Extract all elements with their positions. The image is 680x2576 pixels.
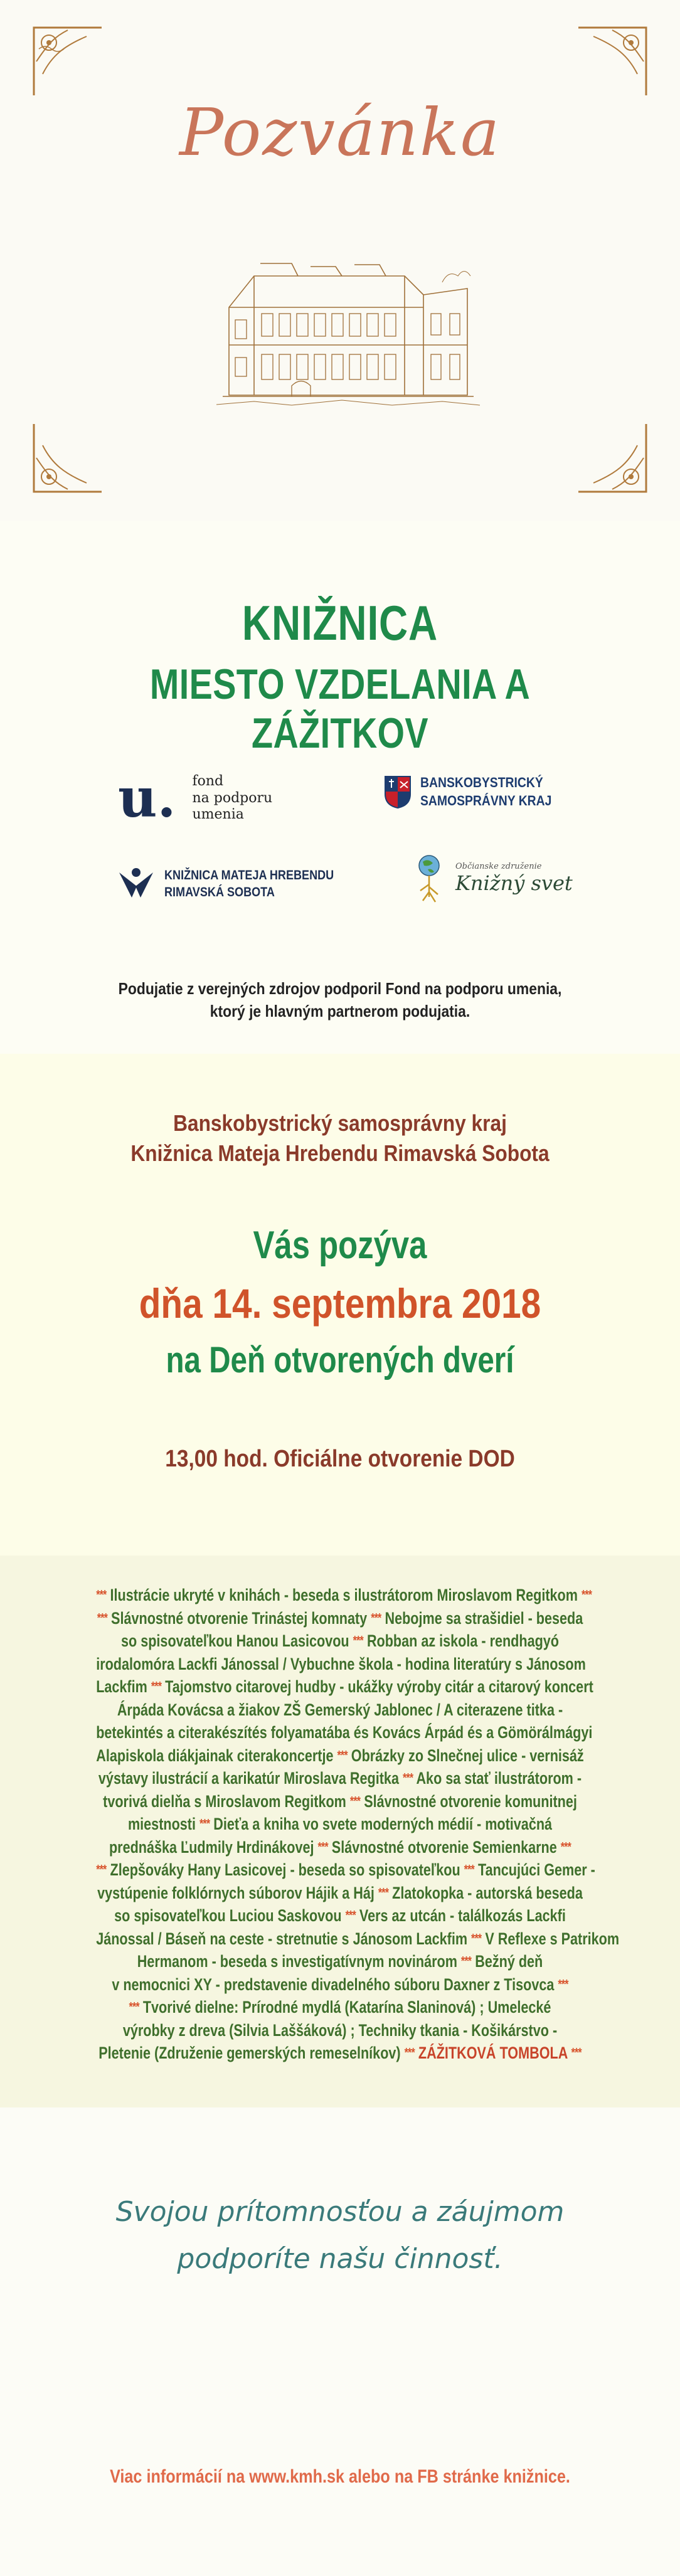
program-row: *** Zlepšováky Hany Lasicovej - beseda so spisovateľkou *** Tancujúci Gemer -	[96, 1860, 595, 1879]
ornament-corner-icon	[575, 420, 650, 496]
ornament-corner-icon	[30, 24, 105, 99]
program-row: výrobky z dreva (Silvia Laššáková) ; Techniky tkania - Košikárstvo -	[122, 2020, 558, 2040]
program-row: tvorivá dielňa s Miroslavom Regitkom *** Slávnostné otvorenie komunitnej	[103, 1791, 577, 1811]
thanks-message	[0, 2189, 680, 2283]
date-prefix: dňa	[139, 1280, 203, 1327]
support-line-1: Podujatie z verejných zdrojov podporil Fond na podporu umenia,	[118, 979, 562, 998]
program-row: *** Slávnostné otvorenie Trinástej komnaty *** Nebojme sa strašidiel - beseda	[97, 1608, 583, 1628]
date-value: 14. septembra 2018	[212, 1280, 541, 1327]
kmh-mark-icon	[118, 867, 154, 900]
program-row: so spisovateľkou Hanou Lasicovou *** Robban az iskola - rendhagyó	[121, 1631, 559, 1650]
ornament-corner-icon	[30, 420, 105, 496]
invite-heading: Vás pozýva	[253, 1224, 427, 1267]
invite-section	[0, 1054, 680, 1556]
bbsk-logo	[384, 774, 570, 810]
program-row: Pletenie (Združenie gemerských remeselníkov) *** ZÁŽITKOVÁ TOMBOLA ***	[98, 2043, 582, 2062]
program-row: vystúpenie folklórnych súborov Hájik a Háj *** Zlatokopka - autorská beseda	[97, 1883, 583, 1902]
thanks-line-2: podporíte našu činnosť.	[177, 2242, 503, 2275]
fpu-mark: u.	[118, 766, 176, 830]
knizny-svet-logo	[415, 853, 573, 903]
program-section	[0, 1556, 680, 2107]
ornament-corner-icon	[575, 24, 650, 99]
program-row: *** Tvorivé dielne: Prírodné mydlá (Katarína Slaninová) ; Umelecké	[129, 1998, 551, 2017]
program-row: v nemocnici XY - predstavenie divadelného súboru Daxner z Tisovca ***	[112, 1974, 568, 1994]
program-row: Hermanom - beseda s investigatívnym novinárom *** Bežný deň	[137, 1952, 543, 1971]
invitation-title: Pozvánka	[179, 94, 501, 171]
program-row: Árpáda Kovácsa a žiakov ZŠ Gemerský Jablonec / A citerazene titka -	[117, 1700, 563, 1719]
headline-library: KNIŽNICA	[242, 595, 438, 650]
program-row: so spisovateľkou Luciou Saskovou *** Vers az utcán - találkozás Lackfi	[114, 1906, 566, 1925]
thanks-line-1: Svojou prítomnosťou a záujmom	[115, 2196, 565, 2228]
bbsk-text: BANSKOBYSTRICKÝ SAMOSPRÁVNY KRAJ	[420, 775, 552, 808]
support-line-2: ktorý je hlavným partnerom podujatia.	[210, 1002, 470, 1021]
invitation-cover	[0, 0, 680, 521]
more-info-text: Viac informácií na www.kmh.sk alebo na FB stránke knižnice.	[110, 2466, 570, 2487]
globe-tree-icon	[415, 853, 453, 903]
program-list	[35, 1584, 645, 2065]
kmh-text: KNIŽNICA MATEJA HREBENDU RIMAVSKÁ SOBOTA	[164, 868, 334, 900]
knizny-svet-subtitle: Občianske združenie	[455, 861, 542, 871]
kmh-logo	[118, 867, 361, 901]
program-row: irodalomóra Lackfi Jánossal / Vybuchne škola - hodina literatúry s Jánosom	[96, 1654, 586, 1673]
program-row: Jánossal / Báseň na ceste - stretnutie s Jánosom Lackfim *** V Reflexe s Patrikom	[96, 1929, 620, 1948]
program-row: *** Ilustrácie ukryté v knihách - beseda s ilustrátorom Miroslavom Regitkom ***	[96, 1586, 592, 1604]
organizer-1: Banskobystrický samosprávny kraj	[173, 1110, 507, 1136]
program-row: miestnosti *** Dieťa a kniha vo svete moderných médií - motivačná	[127, 1815, 553, 1833]
library-building-drawing	[216, 251, 480, 414]
library-section	[0, 521, 680, 1054]
bbsk-shield-icon	[384, 775, 412, 809]
program-row: prednáška Ľudmily Hrdinákovej *** Slávnostné otvorenie Semienkarne ***	[109, 1837, 571, 1857]
closing-section	[0, 2107, 680, 2576]
event-date	[48, 1280, 632, 1327]
official-opening: 13,00 hod. Oficiálne otvorenie DOD	[165, 1446, 515, 1472]
program-row: betekintés a citerakészítés folyamatába és Kovács Árpád és a Gömörálmágyi	[96, 1723, 593, 1742]
fond-na-podporu-umenia-logo	[118, 766, 273, 830]
fpu-text: fond na podporu umenia	[192, 773, 273, 823]
program-row: výstavy ilustrácií a karikatúr Miroslava Regitka *** Ako sa stať ilustrátorom -	[98, 1769, 582, 1788]
program-row: Lackfim *** Tajomstvo citarovej hudby - ukážky výroby citár a citarový koncert	[96, 1677, 593, 1696]
program-row: Alapiskola diákjainak citerakoncertje *** Obrázky zo Slnečnej ulice - vernisáž	[96, 1746, 584, 1765]
organizer-2: Knižnica Mateja Hrebendu Rimavská Sobota	[130, 1140, 550, 1166]
event-name: na Deň otvorených dverí	[166, 1340, 514, 1381]
knizny-svet-name: Knižný svet	[455, 871, 573, 895]
headline-subtitle: MIESTO VZDELANIA A ZÁŽITKOV	[149, 660, 531, 757]
support-statement	[41, 977, 639, 1023]
